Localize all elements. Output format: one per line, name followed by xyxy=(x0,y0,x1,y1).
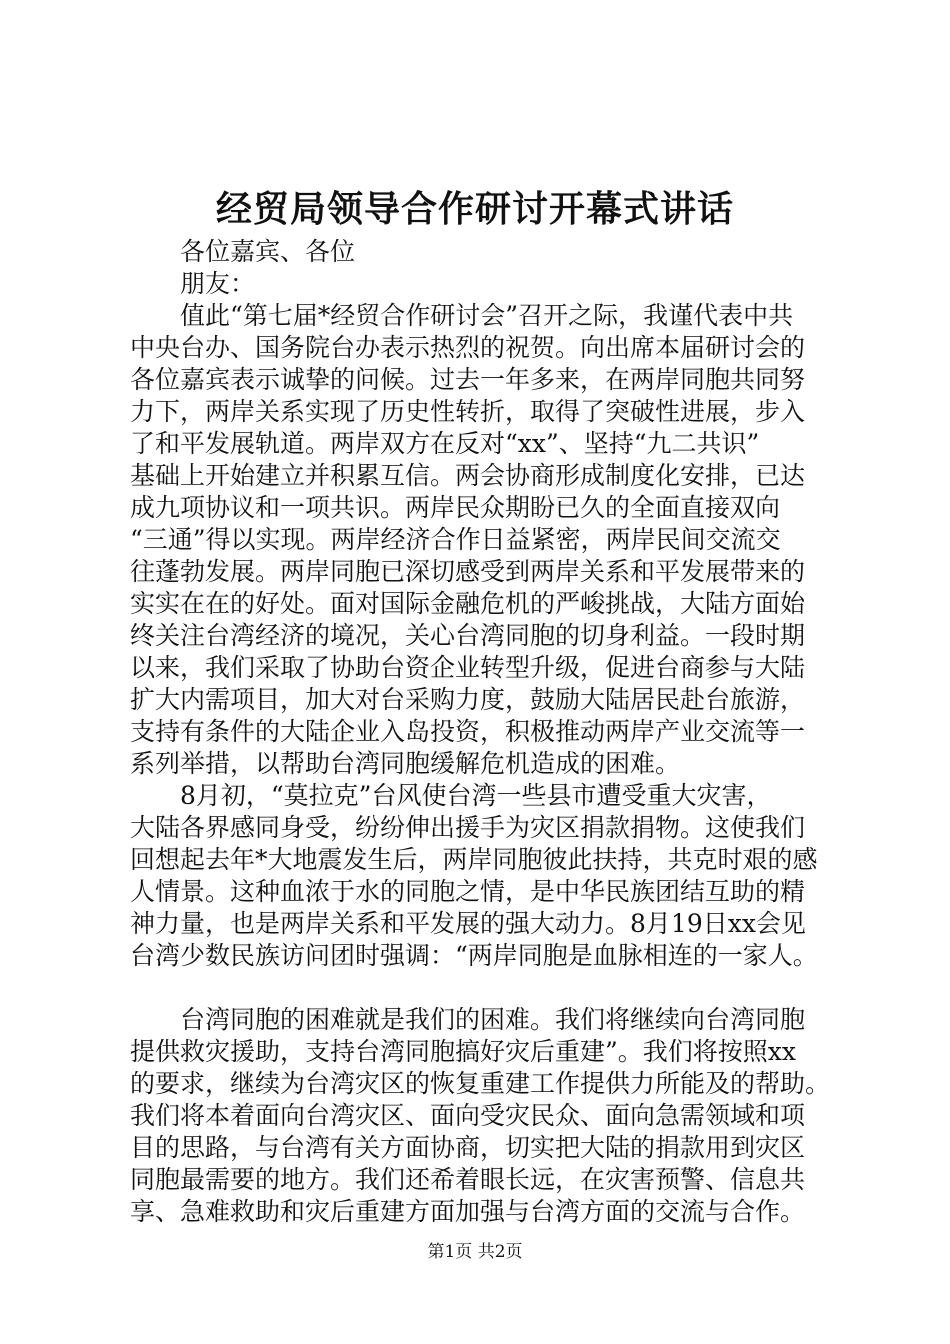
paragraph-line: 值此“第七届*经贸合作研讨会”召开之际，我谨代表中共 xyxy=(180,301,794,330)
paragraph-line: 8月初，“莫拉克”台风使台湾一些县市遭受重大灾害， xyxy=(180,781,772,810)
paragraph-line: 往蓬勃发展。两岸同胞已深切感受到两岸关系和平发展带来的 xyxy=(130,557,806,586)
paragraph-line: 回想起去年*大地震发生后，两岸同胞彼此扶持，共克时艰的感 xyxy=(130,845,818,874)
blank-line xyxy=(130,972,840,1004)
page-indicator: 第1页 共2页 xyxy=(427,1242,523,1262)
paragraph-line: 基础上开始建立并积累互信。两会协商形成制度化安排，已达 xyxy=(130,461,806,490)
document-body xyxy=(130,236,840,1228)
paragraph-line: 力下，两岸关系实现了历史性转折，取得了突破性进展，步入 xyxy=(130,397,806,426)
paragraph-line: 系列举措，以帮助台湾同胞缓解危机造成的困难。 xyxy=(130,749,681,778)
paragraph-line: 神力量，也是两岸关系和平发展的强大动力。8月19日xx会见 xyxy=(130,909,806,938)
paragraph-line: 实实在在的好处。面对国际金融危机的严峻挑战，大陆方面始 xyxy=(130,589,806,618)
paragraph-line: 了和平发展轨道。两岸双方在反对“xx”、坚持“九二共识” xyxy=(130,429,760,458)
paragraph-line: 中央台办、国务院台办表示热烈的祝贺。向出席本届研讨会的 xyxy=(130,333,806,362)
paragraph-line: 终关注台湾经济的境况，关心台湾同胞的切身利益。一段时期 xyxy=(130,621,806,650)
paragraph-line: 的要求，继续为台湾灾区的恢复重建工作提供力所能及的帮助。 xyxy=(130,1069,831,1098)
paragraph-line: 享、急难救助和灾后重建方面加强与台湾方面的交流与合作。 xyxy=(130,1197,806,1226)
paragraph-line: 各位嘉宾表示诚挚的问候。过去一年多来，在两岸同胞共同努 xyxy=(130,365,806,394)
paragraph-line: 扩大内需项目，加大对台采购力度，鼓励大陆居民赴台旅游， xyxy=(130,685,806,714)
paragraph-line: 同胞最需要的地方。我们还希着眼长远，在灾害预警、信息共 xyxy=(130,1165,806,1194)
paragraph-line: 台湾同胞的困难就是我们的困难。我们将继续向台湾同胞 xyxy=(180,1005,806,1034)
paragraph-line: 成九项协议和一项共识。两岸民众期盼已久的全面直接双向 xyxy=(130,493,781,522)
document-title: 经贸局领导合作研讨开幕式讲话 xyxy=(215,188,734,230)
paragraph-line: 支持有条件的大陆企业入岛投资，积极推动两岸产业交流等一 xyxy=(130,717,806,746)
paragraph-line: 目的思路，与台湾有关方面协商，切实把大陆的捐款用到灾区 xyxy=(130,1133,806,1162)
salutation-line: 朋友： xyxy=(180,269,256,298)
paragraph-line: 大陆各界感同身受，纷纷伸出援手为灾区捐款捐物。这使我们 xyxy=(130,813,806,842)
paragraph-line: 台湾少数民族访问团时强调：“两岸同胞是血脉相连的一家人。 xyxy=(130,941,818,970)
salutation-line: 各位嘉宾、各位 xyxy=(180,237,356,266)
paragraph-line: 提供救灾援助，支持台湾同胞搞好灾后重建”。我们将按照xx xyxy=(130,1037,796,1066)
paragraph-line: 人情景。这种血浓于水的同胞之情，是中华民族团结互助的精 xyxy=(130,877,806,906)
paragraph-line: 以来，我们采取了协助台资企业转型升级，促进台商参与大陆 xyxy=(130,653,806,682)
paragraph-line: “三通”得以实现。两岸经济合作日益紧密，两岸民间交流交 xyxy=(130,525,781,554)
paragraph-line: 我们将本着面向台湾灾区、面向受灾民众、面向急需领域和项 xyxy=(130,1101,806,1130)
